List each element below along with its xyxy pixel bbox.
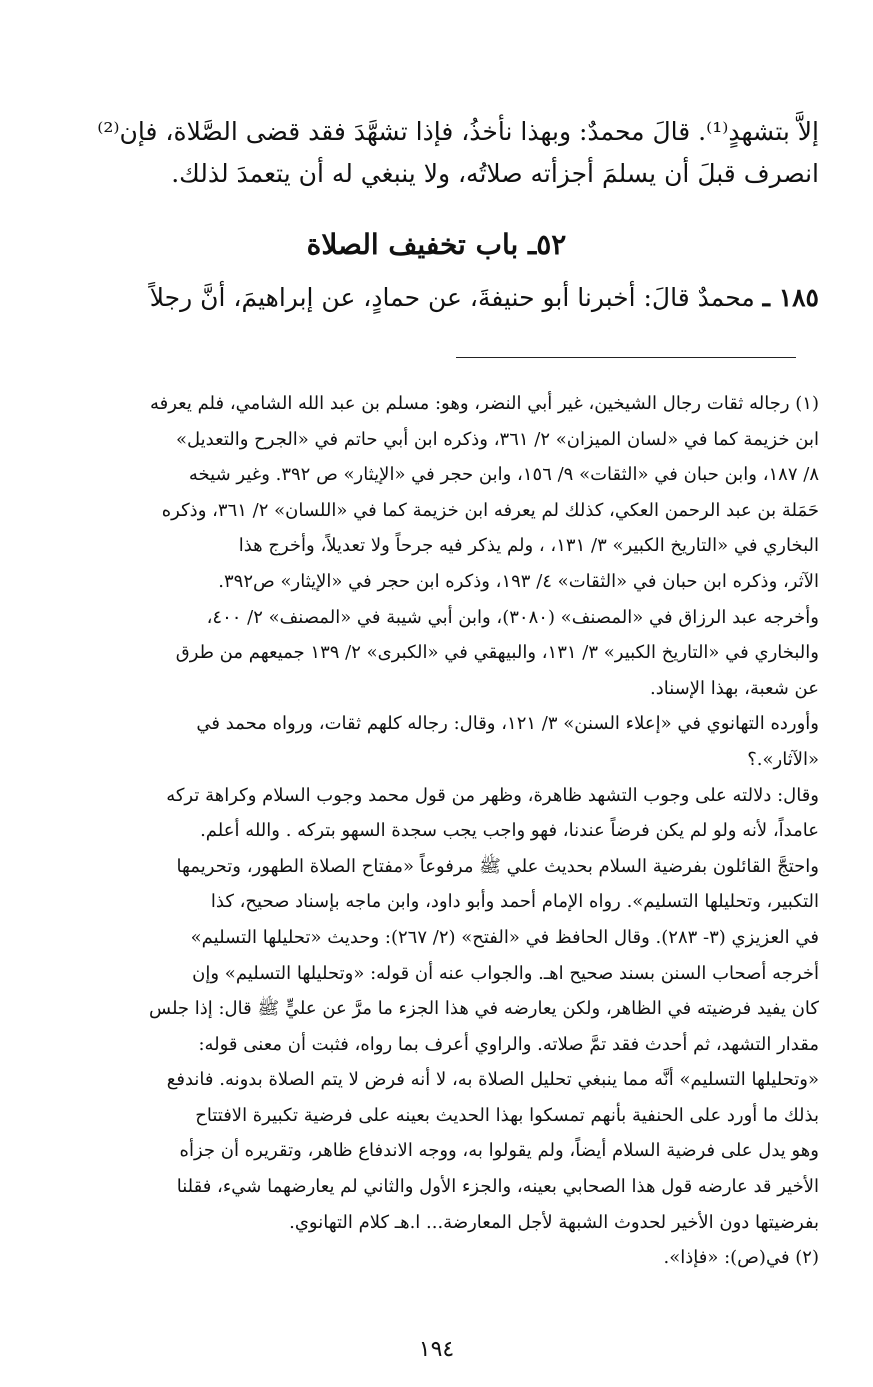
footnotes bbox=[51, 386, 819, 1276]
footnote-line: أخرجه أصحاب السنن بسند صحيح اهـ. والجواب عنه أن قوله: «وتحليلها التسليم» وإن bbox=[192, 962, 819, 984]
main-text-line-1: إلاَّ بتشهدٍ⁽¹⁾. قالَ محمدٌ: وبهذا نأخذُ، فإذا تشهَّدَ فقد قضى الصَّلاة، فإن⁽²⁾ bbox=[97, 117, 819, 146]
footnote-line: «الآثار».؟ bbox=[747, 748, 819, 770]
footnote-line: واحتجَّ القائلون بفرضية السلام بحديث علي ﷺ مرفوعاً «مفتاح الصلاة الطهور، وتحريمها bbox=[176, 855, 819, 877]
footnote-line: (٢) في(ص): «فإذا». bbox=[663, 1247, 819, 1269]
hadith-line bbox=[150, 278, 819, 318]
footnote-line: وأورده التهانوي في «إعلاء السنن» ٣/ ١٢١، وقال: رجاله كلهم ثقات، ورواه محمد في bbox=[196, 713, 819, 735]
footnote-line: مقدار التشهد، ثم أحدث فقد تمَّ صلاته. والراوي أعرف بما رواه، فثبت أن معنى قوله: bbox=[198, 1033, 819, 1055]
page-number: ١٩٤ bbox=[418, 1337, 455, 1362]
footnote-line: وهو يدل على فرضية السلام أيضاً، ولم يقولوا به، ووجه الاندفاع ظاهر، وتقريره أن جزأه bbox=[179, 1140, 819, 1162]
footnote-line: والبخاري في «التاريخ الكبير» ٣/ ١٣١، والبيهقي في «الكبرى» ٢/ ١٣٩ جميعهم من طرق bbox=[175, 642, 819, 664]
footnote-line: بذلك ما أورد على الحنفية بأنهم تمسكوا بهذا الحديث بعينه على فرضية تكبيرة الافتتاح bbox=[195, 1104, 819, 1126]
footnote-line: التكبير، وتحليلها التسليم». رواه الإمام أحمد وأبو داود، وابن ماجه بإسناد صحيح، كذا bbox=[210, 891, 819, 913]
footnote-line: في العزيزي (٣- ٢٨٣). وقال الحافظ في «الفتح» (٢/ ٢٦٧): وحديث «تحليلها التسليم» bbox=[190, 926, 819, 948]
footnote-line: بفرضيتها دون الأخير لحدوث الشبهة لأجل المعارضة... ا.هـ كلام التهانوي. bbox=[289, 1211, 819, 1233]
footnote-line: عن شعبة، بهذا الإسناد. bbox=[649, 677, 819, 699]
footnote-line: «وتحليلها التسليم» أنَّه مما ينبغي تحليل الصلاة به، لا أنه فرض لا يتم الصلاة بدونه. فاندفع bbox=[166, 1069, 819, 1091]
chapter-heading: ٥٢ـ باب تخفيف الصلاة bbox=[306, 228, 567, 261]
main-text-line-2: انصرف قبلَ أن يسلمَ أجزأته صلاتُه، ولا ينبغي له أن يتعمدَ لذلك. bbox=[171, 159, 819, 188]
footnote-line: كان يفيد فرضيته في الظاهر، ولكن يعارضه في هذا الجزء ما مرَّ عن عليٍّ ﷺ قال: إذا جلس bbox=[149, 998, 819, 1020]
footnote-line: ابن خزيمة كما في «لسان الميزان» ٢/ ٣٦١، وذكره ابن أبي حاتم في «الجرح والتعديل» bbox=[176, 428, 819, 450]
footnote-separator bbox=[456, 357, 796, 358]
footnote-line: الأخير قد عارضه قول هذا الصحابي بعينه، والجزء الأول والثاني لم يعارضهما شيء، فقلنا bbox=[176, 1176, 819, 1198]
footnote-line: (١) رجاله ثقات رجال الشيخين، غير أبي النضر، وهو: مسلم بن عبد الله الشامي، فلم يعرفه bbox=[149, 393, 819, 414]
hadith-text: محمدٌ قالَ: أخبرنا أبو حنيفةَ، عن حمادٍ، عن إبراهيمَ، أنَّ رجلاً bbox=[149, 283, 755, 312]
hadith-number: ١٨٥ ـ bbox=[762, 283, 819, 312]
footnote-line: ٨/ ١٨٧، وابن حبان في «الثقات» ٩/ ١٥٦، وابن حجر في «الإيثار» ص ٣٩٢. وغير شيخه bbox=[188, 464, 819, 486]
footnote-line: البخاري في «التاريخ الكبير» ٣/ ١٣١، ، ولم يذكر فيه جرحاً ولا تعديلاً، وأخرج هذا bbox=[238, 535, 819, 557]
footnote-line: حَمَلة بن عبد الرحمن العكي، كذلك لم يعرفه ابن خزيمة كما في «اللسان» ٢/ ٣٦١، وذكره bbox=[161, 499, 819, 521]
footnote-line: الآثر، وذكره ابن حبان في «الثقات» ٤/ ١٩٣، وذكره ابن حجر في «الإيثار» ص٣٩٢. bbox=[218, 570, 819, 592]
footnote-line: عامداً، لأنه ولو لم يكن فرضاً عندنا، فهو واجب يجب سجدة السهو بتركه . والله أعلم. bbox=[200, 820, 819, 842]
footnote-line: وقال: دلالته على وجوب التشهد ظاهرة، وظهر من قول محمد وجوب السلام وكراهة تركه bbox=[166, 784, 819, 806]
footnote-line: وأخرجه عبد الرزاق في «المصنف» (٣٠٨٠)، وابن أبي شيبة في «المصنف» ٢/ ٤٠٠، bbox=[206, 606, 819, 628]
